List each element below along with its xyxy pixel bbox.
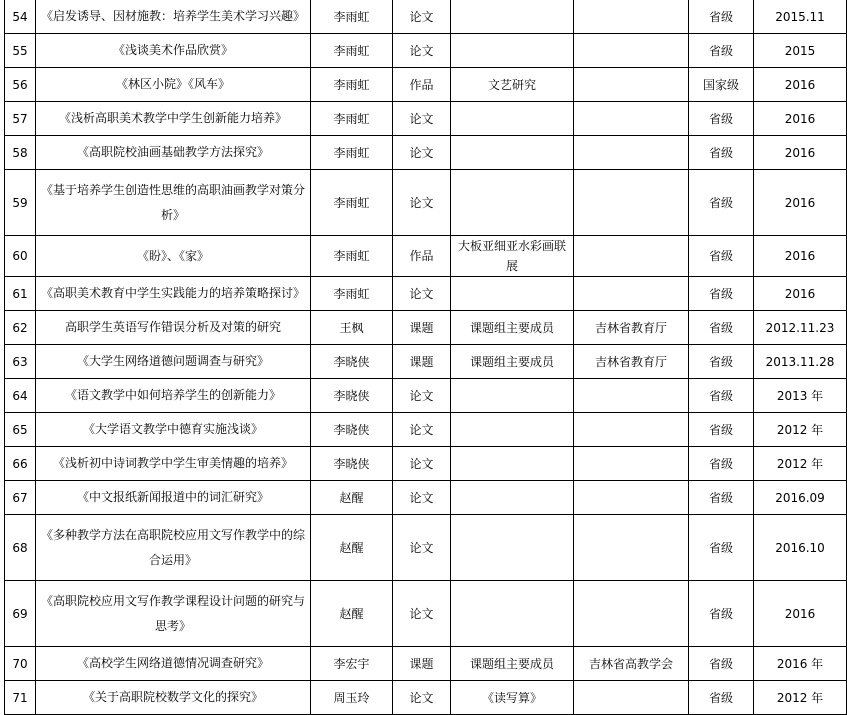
row-title: 《盼》、《家》: [36, 236, 311, 277]
row-note: 《读写算》: [451, 681, 574, 715]
row-type: 论文: [393, 581, 451, 647]
row-date: 2015.11: [754, 0, 847, 34]
row-author: 赵醒: [311, 581, 393, 647]
row-level: 省级: [689, 34, 754, 68]
row-author: 李晓侠: [311, 345, 393, 379]
row-level: 省级: [689, 515, 754, 581]
table-row: [5, 515, 847, 581]
row-issuer: 吉林省高教学会: [574, 647, 689, 681]
row-date: 2012 年: [754, 413, 847, 447]
row-note: [451, 277, 574, 311]
row-type: 论文: [393, 0, 451, 34]
row-number: 63: [5, 345, 36, 379]
table-row: [5, 379, 847, 413]
row-level: 省级: [689, 379, 754, 413]
row-issuer: [574, 413, 689, 447]
row-issuer: [574, 102, 689, 136]
row-author: 李雨虹: [311, 277, 393, 311]
table-row: [5, 236, 847, 277]
row-type: 课题: [393, 345, 451, 379]
row-title: 《林区小院》《风车》: [36, 68, 311, 102]
row-note: [451, 515, 574, 581]
row-issuer: [574, 170, 689, 236]
row-type: 论文: [393, 447, 451, 481]
row-date: 2016: [754, 277, 847, 311]
table-row: [5, 277, 847, 311]
row-level: 省级: [689, 170, 754, 236]
row-note: 课题组主要成员: [451, 345, 574, 379]
row-level: 省级: [689, 447, 754, 481]
row-note: 文艺研究: [451, 68, 574, 102]
row-author: 李雨虹: [311, 68, 393, 102]
table-row: [5, 681, 847, 715]
row-type: 论文: [393, 136, 451, 170]
table-row: [5, 68, 847, 102]
row-date: 2013.11.28: [754, 345, 847, 379]
row-author: 李晓侠: [311, 447, 393, 481]
row-author: 李雨虹: [311, 136, 393, 170]
row-level: 省级: [689, 481, 754, 515]
row-note: [451, 581, 574, 647]
row-issuer: [574, 581, 689, 647]
row-title: 《大学语文教学中德育实施浅谈》: [36, 413, 311, 447]
row-date: 2012.11.23: [754, 311, 847, 345]
row-number: 58: [5, 136, 36, 170]
row-type: 论文: [393, 515, 451, 581]
row-note: [451, 447, 574, 481]
row-note: [451, 34, 574, 68]
row-level: 国家级: [689, 68, 754, 102]
row-type: 论文: [393, 379, 451, 413]
row-number: 67: [5, 481, 36, 515]
table-row: [5, 481, 847, 515]
row-title: 《多种教学方法在高职院校应用文写作教学中的综合运用》: [36, 515, 311, 581]
row-author: 李晓侠: [311, 379, 393, 413]
row-author: 李雨虹: [311, 170, 393, 236]
row-number: 68: [5, 515, 36, 581]
row-date: 2016: [754, 236, 847, 277]
row-level: 省级: [689, 311, 754, 345]
row-author: 李雨虹: [311, 0, 393, 34]
table-row: [5, 647, 847, 681]
row-title: 《浅析高职美术教学中学生创新能力培养》: [36, 102, 311, 136]
row-issuer: [574, 481, 689, 515]
row-issuer: 吉林省教育厅: [574, 345, 689, 379]
row-number: 66: [5, 447, 36, 481]
row-issuer: [574, 277, 689, 311]
row-author: 李晓侠: [311, 413, 393, 447]
row-date: 2016: [754, 170, 847, 236]
table-row: [5, 0, 847, 34]
table-body: [5, 0, 847, 715]
row-author: 赵醒: [311, 481, 393, 515]
row-title: 《浅谈美术作品欣赏》: [36, 34, 311, 68]
table-row: [5, 34, 847, 68]
row-title: 《高职美术教育中学生实践能力的培养策略探讨》: [36, 277, 311, 311]
row-number: 56: [5, 68, 36, 102]
row-issuer: [574, 136, 689, 170]
row-level: 省级: [689, 102, 754, 136]
row-number: 62: [5, 311, 36, 345]
row-author: 王枫: [311, 311, 393, 345]
row-title: 《关于高职院校数学文化的探究》: [36, 681, 311, 715]
row-issuer: [574, 34, 689, 68]
row-note: [451, 170, 574, 236]
row-title: 高职学生英语写作错误分析及对策的研究: [36, 311, 311, 345]
row-type: 论文: [393, 277, 451, 311]
row-number: 69: [5, 581, 36, 647]
row-number: 70: [5, 647, 36, 681]
row-title: 《中文报纸新闻报道中的词汇研究》: [36, 481, 311, 515]
row-type: 课题: [393, 311, 451, 345]
row-date: 2012 年: [754, 681, 847, 715]
row-date: 2015: [754, 34, 847, 68]
row-note: 大板亚细亚水彩画联展: [451, 236, 574, 277]
row-title: 《启发诱导、因材施教：培养学生美术学习兴趣》: [36, 0, 311, 34]
row-date: 2016.09: [754, 481, 847, 515]
table-row: [5, 170, 847, 236]
row-date: 2016.10: [754, 515, 847, 581]
row-author: 李宏宇: [311, 647, 393, 681]
row-level: 省级: [689, 0, 754, 34]
row-title: 《高职院校油画基础教学方法探究》: [36, 136, 311, 170]
row-title: 《基于培养学生创造性思维的高职油画教学对策分析》: [36, 170, 311, 236]
row-date: 2016: [754, 102, 847, 136]
row-number: 54: [5, 0, 36, 34]
row-type: 论文: [393, 681, 451, 715]
row-note: [451, 136, 574, 170]
row-type: 论文: [393, 481, 451, 515]
row-note: [451, 481, 574, 515]
row-number: 61: [5, 277, 36, 311]
row-level: 省级: [689, 581, 754, 647]
row-date: 2012 年: [754, 447, 847, 481]
row-level: 省级: [689, 647, 754, 681]
row-title: 《大学生网络道德问题调查与研究》: [36, 345, 311, 379]
row-number: 57: [5, 102, 36, 136]
row-level: 省级: [689, 236, 754, 277]
row-note: 课题组主要成员: [451, 311, 574, 345]
row-date: 2016: [754, 581, 847, 647]
row-note: [451, 379, 574, 413]
row-type: 作品: [393, 236, 451, 277]
row-date: 2016 年: [754, 647, 847, 681]
row-author: 周玉玲: [311, 681, 393, 715]
row-issuer: [574, 681, 689, 715]
table-row: [5, 102, 847, 136]
row-level: 省级: [689, 413, 754, 447]
table-row: [5, 413, 847, 447]
row-issuer: [574, 447, 689, 481]
row-level: 省级: [689, 277, 754, 311]
row-author: 李雨虹: [311, 236, 393, 277]
row-number: 59: [5, 170, 36, 236]
row-date: 2013 年: [754, 379, 847, 413]
row-date: 2016: [754, 68, 847, 102]
row-issuer: 吉林省教育厅: [574, 311, 689, 345]
row-issuer: [574, 236, 689, 277]
row-note: [451, 102, 574, 136]
row-number: 60: [5, 236, 36, 277]
table-row: [5, 311, 847, 345]
row-number: 64: [5, 379, 36, 413]
row-level: 省级: [689, 136, 754, 170]
row-issuer: [574, 68, 689, 102]
row-author: 李雨虹: [311, 102, 393, 136]
row-number: 71: [5, 681, 36, 715]
row-author: 赵醒: [311, 515, 393, 581]
row-note: [451, 413, 574, 447]
row-issuer: [574, 379, 689, 413]
table-row: [5, 447, 847, 481]
row-type: 作品: [393, 68, 451, 102]
row-type: 论文: [393, 413, 451, 447]
row-title: 《语文教学中如何培养学生的创新能力》: [36, 379, 311, 413]
row-level: 省级: [689, 681, 754, 715]
table-row: [5, 136, 847, 170]
row-title: 《高校学生网络道德情况调查研究》: [36, 647, 311, 681]
row-title: 《浅析初中诗词教学中学生审美情趣的培养》: [36, 447, 311, 481]
row-number: 65: [5, 413, 36, 447]
row-note: 课题组主要成员: [451, 647, 574, 681]
row-type: 论文: [393, 170, 451, 236]
row-title: 《高职院校应用文写作教学课程设计问题的研究与思考》: [36, 581, 311, 647]
row-type: 论文: [393, 34, 451, 68]
row-issuer: [574, 515, 689, 581]
row-note: [451, 0, 574, 34]
row-number: 55: [5, 34, 36, 68]
row-type: 课题: [393, 647, 451, 681]
row-issuer: [574, 0, 689, 34]
row-type: 论文: [393, 102, 451, 136]
achievements-table: [4, 0, 847, 715]
table-row: [5, 345, 847, 379]
row-level: 省级: [689, 345, 754, 379]
row-date: 2016: [754, 136, 847, 170]
row-author: 李雨虹: [311, 34, 393, 68]
table-row: [5, 581, 847, 647]
